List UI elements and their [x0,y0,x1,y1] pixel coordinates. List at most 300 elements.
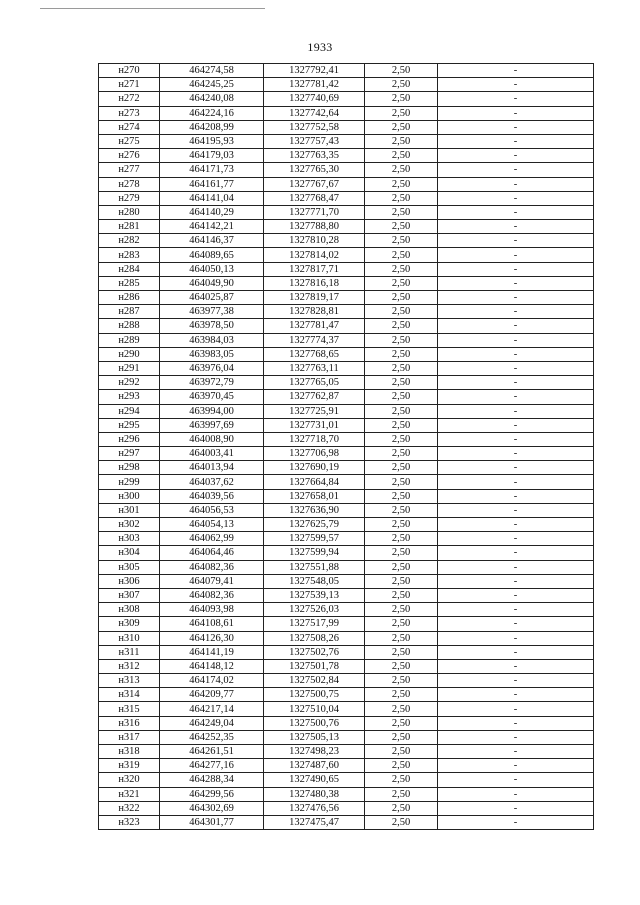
point-id-cell: н282 [99,234,160,248]
point-id-cell: н273 [99,106,160,120]
point-id-cell: н307 [99,588,160,602]
table-row [99,659,594,673]
point-id-cell: н301 [99,503,160,517]
table-row [99,815,594,829]
accuracy-cell: 2,50 [365,801,438,815]
accuracy-cell: 2,50 [365,475,438,489]
accuracy-cell: 2,50 [365,248,438,262]
table-row [99,518,594,532]
table-row [99,234,594,248]
table-row [99,120,594,134]
coordinates-table-body [99,64,594,830]
point-id-cell: н319 [99,759,160,773]
y-coordinate-cell: 1327475,47 [264,815,365,829]
point-id-cell: н313 [99,674,160,688]
description-cell: - [438,461,594,475]
description-cell: - [438,546,594,560]
x-coordinate-cell: 464274,58 [160,64,264,78]
description-cell: - [438,560,594,574]
table-row [99,560,594,574]
description-cell: - [438,475,594,489]
x-coordinate-cell: 463983,05 [160,347,264,361]
description-cell: - [438,347,594,361]
accuracy-cell: 2,50 [365,418,438,432]
x-coordinate-cell: 464082,36 [160,588,264,602]
y-coordinate-cell: 1327500,75 [264,688,365,702]
table-row [99,361,594,375]
point-id-cell: н323 [99,815,160,829]
x-coordinate-cell: 464008,90 [160,432,264,446]
table-row [99,149,594,163]
y-coordinate-cell: 1327816,18 [264,276,365,290]
description-cell: - [438,163,594,177]
description-cell: - [438,191,594,205]
x-coordinate-cell: 464054,13 [160,518,264,532]
point-id-cell: н316 [99,716,160,730]
x-coordinate-cell: 464302,69 [160,801,264,815]
y-coordinate-cell: 1327498,23 [264,745,365,759]
point-id-cell: н299 [99,475,160,489]
x-coordinate-cell: 464261,51 [160,745,264,759]
accuracy-cell: 2,50 [365,291,438,305]
point-id-cell: н275 [99,134,160,148]
point-id-cell: н279 [99,191,160,205]
description-cell: - [438,801,594,815]
accuracy-cell: 2,50 [365,149,438,163]
x-coordinate-cell: 464208,99 [160,120,264,134]
description-cell: - [438,376,594,390]
accuracy-cell: 2,50 [365,617,438,631]
table-row [99,177,594,191]
x-coordinate-cell: 464141,19 [160,645,264,659]
point-id-cell: н312 [99,659,160,673]
accuracy-cell: 2,50 [365,730,438,744]
description-cell: - [438,745,594,759]
y-coordinate-cell: 1327740,69 [264,92,365,106]
x-coordinate-cell: 464050,13 [160,262,264,276]
x-coordinate-cell: 463977,38 [160,305,264,319]
table-row [99,475,594,489]
accuracy-cell: 2,50 [365,560,438,574]
point-id-cell: н290 [99,347,160,361]
y-coordinate-cell: 1327763,11 [264,361,365,375]
x-coordinate-cell: 464301,77 [160,815,264,829]
accuracy-cell: 2,50 [365,305,438,319]
table-row [99,759,594,773]
x-coordinate-cell: 464209,77 [160,688,264,702]
description-cell: - [438,518,594,532]
y-coordinate-cell: 1327768,47 [264,191,365,205]
accuracy-cell: 2,50 [365,787,438,801]
description-cell: - [438,603,594,617]
description-cell: - [438,489,594,503]
description-cell: - [438,78,594,92]
accuracy-cell: 2,50 [365,319,438,333]
description-cell: - [438,291,594,305]
y-coordinate-cell: 1327690,19 [264,461,365,475]
y-coordinate-cell: 1327819,17 [264,291,365,305]
table-row [99,78,594,92]
x-coordinate-cell: 464126,30 [160,631,264,645]
point-id-cell: н322 [99,801,160,815]
x-coordinate-cell: 464217,14 [160,702,264,716]
point-id-cell: н321 [99,787,160,801]
point-id-cell: н300 [99,489,160,503]
point-id-cell: н283 [99,248,160,262]
table-row [99,489,594,503]
table-row [99,773,594,787]
accuracy-cell: 2,50 [365,659,438,673]
point-id-cell: н311 [99,645,160,659]
point-id-cell: н287 [99,305,160,319]
x-coordinate-cell: 464245,25 [160,78,264,92]
table-row [99,305,594,319]
accuracy-cell: 2,50 [365,376,438,390]
accuracy-cell: 2,50 [365,191,438,205]
description-cell: - [438,106,594,120]
x-coordinate-cell: 464003,41 [160,447,264,461]
accuracy-cell: 2,50 [365,390,438,404]
x-coordinate-cell: 464064,46 [160,546,264,560]
x-coordinate-cell: 464093,98 [160,603,264,617]
description-cell: - [438,205,594,219]
description-cell: - [438,631,594,645]
description-cell: - [438,418,594,432]
accuracy-cell: 2,50 [365,361,438,375]
y-coordinate-cell: 1327792,41 [264,64,365,78]
x-coordinate-cell: 463984,03 [160,333,264,347]
y-coordinate-cell: 1327490,65 [264,773,365,787]
table-row [99,447,594,461]
y-coordinate-cell: 1327625,79 [264,518,365,532]
description-cell: - [438,134,594,148]
y-coordinate-cell: 1327752,58 [264,120,365,134]
x-coordinate-cell: 464037,62 [160,475,264,489]
accuracy-cell: 2,50 [365,276,438,290]
accuracy-cell: 2,50 [365,588,438,602]
description-cell: - [438,787,594,801]
description-cell: - [438,92,594,106]
accuracy-cell: 2,50 [365,64,438,78]
x-coordinate-cell: 464174,02 [160,674,264,688]
point-id-cell: н284 [99,262,160,276]
accuracy-cell: 2,50 [365,815,438,829]
table-row [99,730,594,744]
table-row [99,787,594,801]
description-cell: - [438,674,594,688]
accuracy-cell: 2,50 [365,645,438,659]
table-row [99,532,594,546]
accuracy-cell: 2,50 [365,745,438,759]
accuracy-cell: 2,50 [365,546,438,560]
description-cell: - [438,759,594,773]
description-cell: - [438,432,594,446]
x-coordinate-cell: 463978,50 [160,319,264,333]
x-coordinate-cell: 463997,69 [160,418,264,432]
table-row [99,645,594,659]
table-row [99,404,594,418]
description-cell: - [438,262,594,276]
y-coordinate-cell: 1327548,05 [264,574,365,588]
table-row [99,163,594,177]
table-row [99,376,594,390]
y-coordinate-cell: 1327817,71 [264,262,365,276]
table-row [99,205,594,219]
description-cell: - [438,532,594,546]
accuracy-cell: 2,50 [365,163,438,177]
description-cell: - [438,220,594,234]
table-row [99,276,594,290]
description-cell: - [438,361,594,375]
point-id-cell: н315 [99,702,160,716]
table-row [99,333,594,347]
point-id-cell: н288 [99,319,160,333]
table-row [99,588,594,602]
y-coordinate-cell: 1327502,84 [264,674,365,688]
point-id-cell: н271 [99,78,160,92]
description-cell: - [438,503,594,517]
y-coordinate-cell: 1327781,47 [264,319,365,333]
y-coordinate-cell: 1327762,87 [264,390,365,404]
table-row [99,745,594,759]
x-coordinate-cell: 464224,16 [160,106,264,120]
table-row [99,291,594,305]
accuracy-cell: 2,50 [365,759,438,773]
point-id-cell: н274 [99,120,160,134]
x-coordinate-cell: 464089,65 [160,248,264,262]
page-number: 1933 [307,40,333,54]
point-id-cell: н289 [99,333,160,347]
y-coordinate-cell: 1327763,35 [264,149,365,163]
point-id-cell: н285 [99,276,160,290]
y-coordinate-cell: 1327788,80 [264,220,365,234]
table-row [99,674,594,688]
table-row [99,106,594,120]
point-id-cell: н297 [99,447,160,461]
table-row [99,631,594,645]
accuracy-cell: 2,50 [365,404,438,418]
x-coordinate-cell: 464025,87 [160,291,264,305]
table-row [99,248,594,262]
x-coordinate-cell: 464039,56 [160,489,264,503]
table-row [99,801,594,815]
x-coordinate-cell: 463972,79 [160,376,264,390]
y-coordinate-cell: 1327774,37 [264,333,365,347]
description-cell: - [438,702,594,716]
x-coordinate-cell: 463994,00 [160,404,264,418]
description-cell: - [438,305,594,319]
description-cell: - [438,319,594,333]
x-coordinate-cell: 464195,93 [160,134,264,148]
x-coordinate-cell: 464079,41 [160,574,264,588]
x-coordinate-cell: 464277,16 [160,759,264,773]
point-id-cell: н298 [99,461,160,475]
accuracy-cell: 2,50 [365,262,438,276]
x-coordinate-cell: 463976,04 [160,361,264,375]
description-cell: - [438,404,594,418]
table-row [99,347,594,361]
y-coordinate-cell: 1327731,01 [264,418,365,432]
accuracy-cell: 2,50 [365,574,438,588]
description-cell: - [438,773,594,787]
x-coordinate-cell: 464299,56 [160,787,264,801]
description-cell: - [438,64,594,78]
point-id-cell: н309 [99,617,160,631]
description-cell: - [438,716,594,730]
accuracy-cell: 2,50 [365,134,438,148]
description-cell: - [438,120,594,134]
x-coordinate-cell: 464049,90 [160,276,264,290]
y-coordinate-cell: 1327539,13 [264,588,365,602]
y-coordinate-cell: 1327718,70 [264,432,365,446]
x-coordinate-cell: 464146,37 [160,234,264,248]
x-coordinate-cell: 464140,29 [160,205,264,219]
table-row [99,503,594,517]
accuracy-cell: 2,50 [365,106,438,120]
point-id-cell: н286 [99,291,160,305]
point-id-cell: н281 [99,220,160,234]
y-coordinate-cell: 1327599,94 [264,546,365,560]
x-coordinate-cell: 463970,45 [160,390,264,404]
y-coordinate-cell: 1327508,26 [264,631,365,645]
x-coordinate-cell: 464082,36 [160,560,264,574]
table-row [99,92,594,106]
description-cell: - [438,333,594,347]
table-row [99,716,594,730]
point-id-cell: н295 [99,418,160,432]
y-coordinate-cell: 1327664,84 [264,475,365,489]
accuracy-cell: 2,50 [365,603,438,617]
accuracy-cell: 2,50 [365,503,438,517]
y-coordinate-cell: 1327487,60 [264,759,365,773]
accuracy-cell: 2,50 [365,447,438,461]
y-coordinate-cell: 1327505,13 [264,730,365,744]
point-id-cell: н280 [99,205,160,219]
table-row [99,461,594,475]
x-coordinate-cell: 464148,12 [160,659,264,673]
table-row [99,220,594,234]
point-id-cell: н317 [99,730,160,744]
accuracy-cell: 2,50 [365,92,438,106]
accuracy-cell: 2,50 [365,518,438,532]
table-row [99,418,594,432]
accuracy-cell: 2,50 [365,120,438,134]
y-coordinate-cell: 1327476,56 [264,801,365,815]
point-id-cell: н277 [99,163,160,177]
accuracy-cell: 2,50 [365,333,438,347]
accuracy-cell: 2,50 [365,688,438,702]
description-cell: - [438,645,594,659]
point-id-cell: н302 [99,518,160,532]
point-id-cell: н291 [99,361,160,375]
y-coordinate-cell: 1327636,90 [264,503,365,517]
accuracy-cell: 2,50 [365,234,438,248]
table-row [99,702,594,716]
point-id-cell: н303 [99,532,160,546]
y-coordinate-cell: 1327658,01 [264,489,365,503]
table-row [99,319,594,333]
y-coordinate-cell: 1327501,78 [264,659,365,673]
accuracy-cell: 2,50 [365,220,438,234]
y-coordinate-cell: 1327706,98 [264,447,365,461]
point-id-cell: н304 [99,546,160,560]
y-coordinate-cell: 1327828,81 [264,305,365,319]
point-id-cell: н276 [99,149,160,163]
accuracy-cell: 2,50 [365,702,438,716]
description-cell: - [438,588,594,602]
accuracy-cell: 2,50 [365,716,438,730]
y-coordinate-cell: 1327480,38 [264,787,365,801]
point-id-cell: н270 [99,64,160,78]
x-coordinate-cell: 464252,35 [160,730,264,744]
table-row [99,64,594,78]
description-cell: - [438,177,594,191]
table-row [99,390,594,404]
x-coordinate-cell: 464171,73 [160,163,264,177]
point-id-cell: н272 [99,92,160,106]
x-coordinate-cell: 464240,08 [160,92,264,106]
table-row [99,603,594,617]
accuracy-cell: 2,50 [365,532,438,546]
table-row [99,546,594,560]
table-row [99,262,594,276]
table-row [99,134,594,148]
accuracy-cell: 2,50 [365,78,438,92]
x-coordinate-cell: 464161,77 [160,177,264,191]
point-id-cell: н314 [99,688,160,702]
y-coordinate-cell: 1327551,88 [264,560,365,574]
description-cell: - [438,617,594,631]
description-cell: - [438,234,594,248]
coordinates-table [98,63,594,830]
y-coordinate-cell: 1327768,65 [264,347,365,361]
accuracy-cell: 2,50 [365,631,438,645]
y-coordinate-cell: 1327725,91 [264,404,365,418]
point-id-cell: н305 [99,560,160,574]
y-coordinate-cell: 1327765,30 [264,163,365,177]
x-coordinate-cell: 464062,99 [160,532,264,546]
x-coordinate-cell: 464142,21 [160,220,264,234]
x-coordinate-cell: 464288,34 [160,773,264,787]
top-divider-line [40,8,265,9]
y-coordinate-cell: 1327781,42 [264,78,365,92]
description-cell: - [438,447,594,461]
description-cell: - [438,248,594,262]
y-coordinate-cell: 1327814,02 [264,248,365,262]
y-coordinate-cell: 1327510,04 [264,702,365,716]
y-coordinate-cell: 1327771,70 [264,205,365,219]
description-cell: - [438,276,594,290]
y-coordinate-cell: 1327742,64 [264,106,365,120]
point-id-cell: н294 [99,404,160,418]
y-coordinate-cell: 1327500,76 [264,716,365,730]
point-id-cell: н308 [99,603,160,617]
point-id-cell: н278 [99,177,160,191]
y-coordinate-cell: 1327517,99 [264,617,365,631]
table-row [99,617,594,631]
y-coordinate-cell: 1327757,43 [264,134,365,148]
point-id-cell: н320 [99,773,160,787]
y-coordinate-cell: 1327599,57 [264,532,365,546]
y-coordinate-cell: 1327810,28 [264,234,365,248]
point-id-cell: н293 [99,390,160,404]
point-id-cell: н318 [99,745,160,759]
table-row [99,688,594,702]
y-coordinate-cell: 1327502,76 [264,645,365,659]
accuracy-cell: 2,50 [365,773,438,787]
y-coordinate-cell: 1327765,05 [264,376,365,390]
accuracy-cell: 2,50 [365,177,438,191]
